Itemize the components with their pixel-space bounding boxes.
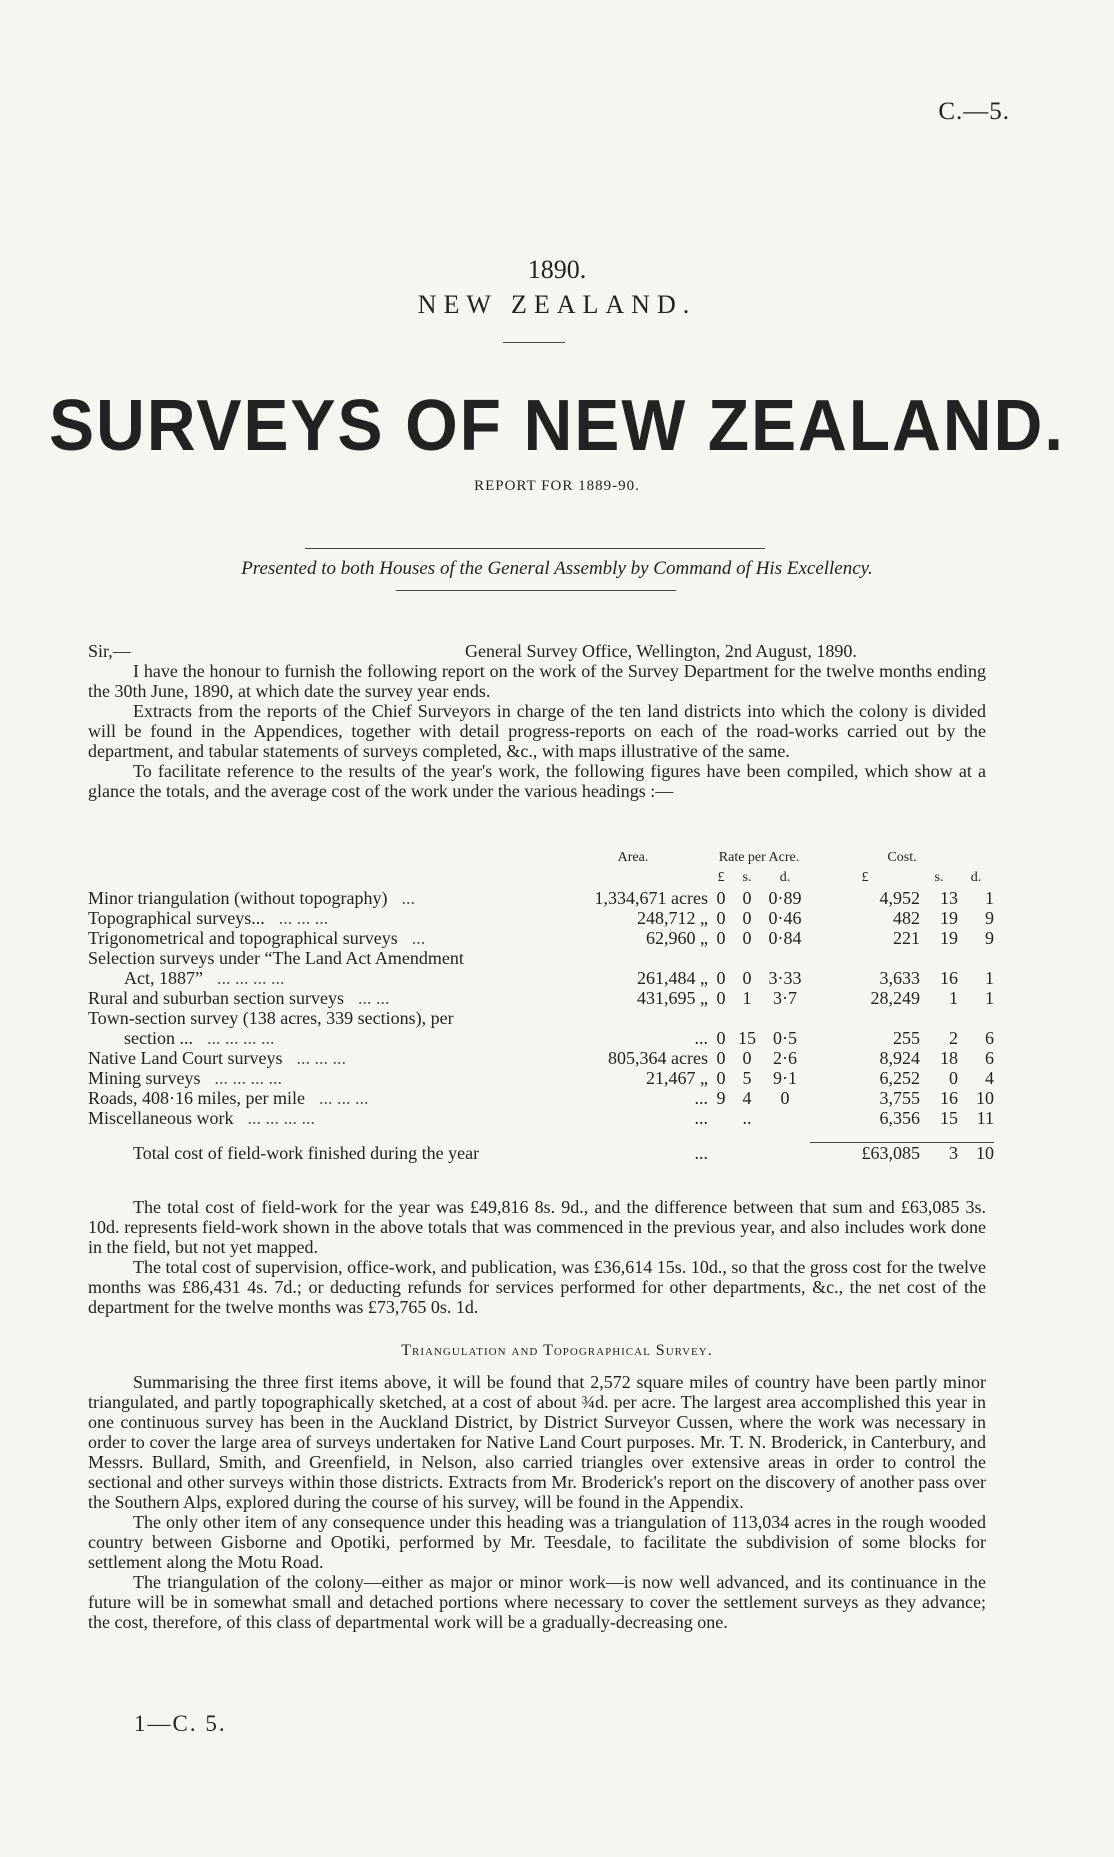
table-row [88, 968, 994, 988]
cost-shillings: 16 [940, 968, 958, 988]
table-spacer [88, 1128, 994, 1143]
rate-shillings: 0 [742, 968, 752, 988]
table-row [88, 1068, 994, 1088]
header-divider [503, 342, 565, 343]
cost-pence: 10 [976, 1088, 994, 1108]
row-area [558, 948, 708, 968]
cost-pence: 9 [985, 928, 994, 948]
cost-pence: 4 [985, 1068, 994, 1088]
rate-pence: 0·5 [773, 1028, 797, 1048]
cost-pounds: 4,952 [879, 888, 920, 908]
cost-shillings: 15 [940, 1108, 958, 1128]
letter-body [88, 661, 986, 801]
row-label-cell [88, 1088, 558, 1108]
section-paragraph: The only other item of any consequence under this heading was a triangulation of 113,034 acres in the rough wooded country between Gisborne and Opotiki, performed by Mr. Teesdale, to facilitate the subdivision of some blocks for settlement along the Motu Road. [88, 1512, 986, 1572]
cost-shillings: 2 [949, 1028, 958, 1048]
cost-pounds: 28,249 [870, 988, 920, 1008]
cost-pence: 1 [985, 968, 994, 988]
rate-pounds [708, 1108, 734, 1128]
table-row [88, 1108, 994, 1128]
presented-line: Presented to both Houses of the General Assembly by Command of His Excellency. [241, 558, 873, 579]
row-label: Minor triangulation (without topography) [88, 888, 388, 908]
area-header: Area. [617, 850, 649, 865]
rate-pounds: 0 [716, 988, 726, 1008]
row-label-cell [88, 908, 558, 928]
total-label: Total cost of field-work finished during the year [133, 1142, 480, 1163]
leader-dots: ... ... ... [296, 1048, 346, 1068]
rate-shillings [734, 1008, 760, 1028]
row-label-cell [88, 1068, 558, 1088]
leader-dots: ... [411, 928, 426, 948]
leader-dots: ... ... [357, 988, 390, 1008]
leader-dots: ... ... ... ... [214, 1068, 282, 1088]
letter-paragraph: Extracts from the reports of the Chief Surveyors in charge of the ten land districts into which the colony is divided will be found in the Appendices, together with detail progress-reports on each of the road-works carried out by the department, and tabular statements of surveys completed, &c., with maps illustrative of the same. [88, 701, 986, 761]
cost-shillings: 18 [940, 1048, 958, 1068]
letter-paragraph: I have the honour to furnish the following report on the work of the Survey Department for the twelve months ending the 30th June, 1890, at which date the survey year ends. [88, 661, 986, 701]
rate-shillings: 5 [742, 1068, 752, 1088]
row-area: 21,467 „ [646, 1068, 708, 1088]
rate-shillings: 0 [742, 928, 752, 948]
cost-pounds: 6,356 [879, 1108, 920, 1128]
row-area: 1,334,671 acres [594, 888, 708, 908]
leader-dots: ... ... ... [278, 908, 329, 928]
rate-shillings: 1 [742, 988, 752, 1008]
cost-shillings: 16 [940, 1088, 958, 1108]
row-label: Selection surveys under “The Land Act Amendment [88, 948, 464, 968]
letter-paragraph: To facilitate reference to the results of the year's work, the following figures have been compiled, which show at a glance the totals, and the average cost of the work under the various headings :— [88, 761, 986, 801]
salutation: Sir,— [88, 641, 131, 661]
table-total-row [88, 1143, 994, 1164]
cost-pence: 6 [985, 1028, 994, 1048]
cost-pounds: 3,755 [879, 1088, 920, 1108]
table-row [88, 908, 994, 928]
rate-shillings: .. [742, 1108, 752, 1128]
row-label-cell [88, 1008, 558, 1028]
row-area [558, 1008, 708, 1028]
cost-pence [958, 948, 994, 968]
rate-pence [760, 948, 810, 968]
cost-pounds: 3,633 [879, 968, 920, 988]
row-label-cell [88, 988, 558, 1008]
document-year: 1890. [527, 255, 587, 284]
page-signature: 1—C. 5. [134, 1711, 227, 1736]
row-label-cell [88, 888, 558, 908]
cost-shillings: 0 [949, 1068, 958, 1088]
total-cost-shillings: 3 [920, 1143, 958, 1164]
section-body [88, 1372, 986, 1632]
cost-pounds: 8,924 [879, 1048, 920, 1068]
total-area: ... [694, 1142, 708, 1163]
row-label: Town-section survey (138 acres, 339 sections), per [88, 1008, 454, 1028]
row-area: ... [694, 1088, 708, 1108]
cost-pounds [810, 948, 920, 968]
rate-pence [760, 1108, 810, 1128]
cost-pounds: 6,252 [879, 1068, 920, 1088]
cost-header: Cost. [887, 850, 917, 865]
presented-rule-top [305, 548, 765, 549]
rate-pounds: 0 [716, 968, 726, 988]
cost-shillings [920, 948, 958, 968]
rate-pounds: 0 [716, 888, 726, 908]
cost-pounds: 255 [893, 1028, 920, 1048]
row-label-cell [88, 968, 558, 988]
rate-pence: 3·7 [773, 988, 797, 1008]
rate-pence: 0·89 [768, 888, 802, 908]
cost-shillings: 19 [940, 928, 958, 948]
rate-shillings: 15 [738, 1028, 756, 1048]
cost-pence: 6 [985, 1048, 994, 1068]
rate-pounds: 0 [716, 1048, 726, 1068]
row-area: 431,695 „ [637, 988, 708, 1008]
cost-shillings: 1 [949, 988, 958, 1008]
row-label: Rural and suburban section surveys [88, 988, 344, 1008]
summary-paragraph: The total cost of field-work for the year was £49,816 8s. 9d., and the difference between that sum and £63,085 3s. 10d. represents field-work shown in the above totals that was commenced in the previous year, and also includes work done in the field, but not yet mapped. [88, 1197, 986, 1257]
row-label: Native Land Court surveys [88, 1048, 283, 1068]
rate-pence-header: d. [779, 870, 791, 885]
rate-shillings: 0 [742, 908, 752, 928]
leader-dots: ... ... ... ... [207, 1028, 275, 1048]
cost-shillings [920, 1008, 958, 1028]
rate-pence: 2·6 [773, 1048, 797, 1068]
page-title: SURVEYS OF NEW ZEALAND. [49, 386, 1065, 466]
total-cost-pence: 10 [958, 1143, 994, 1164]
table-row [88, 988, 994, 1008]
rate-pounds: 0 [716, 1068, 726, 1088]
row-label: Act, 1887” [124, 968, 203, 988]
total-cost-pounds: £63,085 [810, 1143, 920, 1164]
row-area: 805,364 acres [608, 1048, 708, 1068]
row-label: section ... [124, 1028, 193, 1048]
leader-dots: ... [401, 888, 415, 908]
rate-pence: 9·1 [773, 1068, 797, 1088]
rate-shillings: 0 [742, 888, 752, 908]
leader-dots: ... ... ... [318, 1088, 369, 1108]
cost-pence: 1 [985, 988, 994, 1008]
rate-pence: 0 [780, 1088, 790, 1108]
row-label-cell [88, 1048, 558, 1068]
rate-pounds: 9 [716, 1088, 726, 1108]
rate-pounds [708, 1008, 734, 1028]
row-label-cell [88, 928, 558, 948]
rate-pence: 3·33 [768, 968, 802, 988]
letter-address: General Survey Office, Wellington, 2nd August, 1890. [465, 641, 857, 661]
section-paragraph: The triangulation of the colony—either as major or minor work—is now well advanced, and its continuance in the future will be in somewhat small and detached portions where necessary to cover the settlement surveys as they advance; the cost, therefore, of this class of departmental work will be a gradually-decreasing one. [88, 1572, 986, 1632]
cost-pounds: 482 [893, 908, 920, 928]
row-label: Mining surveys [88, 1068, 201, 1088]
country-heading: NEW ZEALAND. [417, 290, 697, 319]
table-row [88, 928, 994, 948]
leader-dots: ... ... ... ... [216, 968, 285, 988]
rate-pence: 0·46 [768, 908, 802, 928]
table-row [88, 888, 994, 908]
summary-paragraph: The total cost of supervision, office-work, and publication, was £36,614 15s. 10d., so that the gross cost for the twelve months was £86,431 4s. 7d.; or deducting refunds for services performed for other departments, &c., the net cost of the department for the twelve months was £73,765 0s. 1d. [88, 1257, 986, 1317]
section-heading: Triangulation and Topographical Survey. [401, 1342, 713, 1359]
cost-shillings: 19 [940, 908, 958, 928]
rate-shillings [734, 948, 760, 968]
summary-body [88, 1197, 986, 1317]
table-row [88, 1088, 994, 1108]
rate-pounds: 0 [716, 908, 726, 928]
row-label-cell [88, 1028, 558, 1048]
rate-pounds: 0 [716, 1028, 726, 1048]
row-label-cell [88, 948, 558, 968]
rate-header: Rate per Acre. [718, 850, 800, 865]
presented-rule-bottom [396, 590, 676, 591]
rate-pounds [708, 948, 734, 968]
cost-pence-header: d. [970, 870, 982, 885]
rate-pounds-header: £ [717, 870, 725, 885]
cost-pounds-header: £ [861, 870, 869, 885]
cost-shillings-header: s. [934, 870, 944, 885]
cost-pounds [810, 1008, 920, 1028]
row-area: 248,712 „ [637, 908, 708, 928]
rate-pence: 0·84 [768, 928, 802, 948]
table-row [88, 948, 994, 968]
cost-pence: 1 [985, 888, 994, 908]
row-label: Trigonometrical and topographical surveys [88, 928, 398, 948]
cost-pounds: 221 [893, 928, 920, 948]
rate-shillings: 4 [742, 1088, 752, 1108]
cost-pence [958, 1008, 994, 1028]
rate-shillings: 0 [742, 1048, 752, 1068]
rate-shillings-header: s. [742, 870, 752, 885]
section-paragraph: Summarising the three first items above, it will be found that 2,572 square miles of country have been partly minor triangulated, and partly topographically sketched, at a cost of about ¾d. per acre. The largest area accomplished this year in one continuous survey has been in the Auckland District, by District Surveyor Cussen, where the work was necessary in order to cover the large area of surveys undertaken for Native Land Court purposes. Mr. T. N. Broderick, in Canterbury, and Messrs. Bullard, Smith, and Greenfield, in Nelson, also carried triangles over extensive areas in order to control the sectional and other surveys within those districts. Extracts from Mr. Broderick's report on the discovery of another pass over the Southern Alps, explored during the course of his survey, will be found in the Appendix. [88, 1372, 986, 1512]
row-label: Topographical surveys... [88, 908, 265, 928]
row-area: ... [694, 1028, 708, 1048]
row-area: 261,484 „ [637, 968, 708, 988]
cost-pence: 11 [976, 1108, 994, 1128]
cost-pence: 9 [985, 908, 994, 928]
table-row [88, 1048, 994, 1068]
rate-pence [760, 1008, 810, 1028]
paper-code: C.—5. [938, 98, 1010, 125]
row-label: Roads, 408·16 miles, per mile [88, 1088, 305, 1108]
report-subtitle: REPORT FOR 1889-90. [474, 478, 640, 494]
table-header-row [88, 848, 994, 868]
cost-table [88, 848, 994, 1163]
row-label-cell [88, 1108, 558, 1128]
table-row [88, 1008, 994, 1028]
leader-dots: ... ... ... ... [247, 1108, 315, 1128]
rate-pounds: 0 [716, 928, 726, 948]
table-subheader-row [88, 868, 994, 888]
row-area: 62,960 „ [646, 928, 708, 948]
row-label: Miscellaneous work [88, 1108, 234, 1128]
table-row [88, 1028, 994, 1048]
cost-shillings: 13 [940, 888, 958, 908]
row-area: ... [694, 1108, 708, 1128]
